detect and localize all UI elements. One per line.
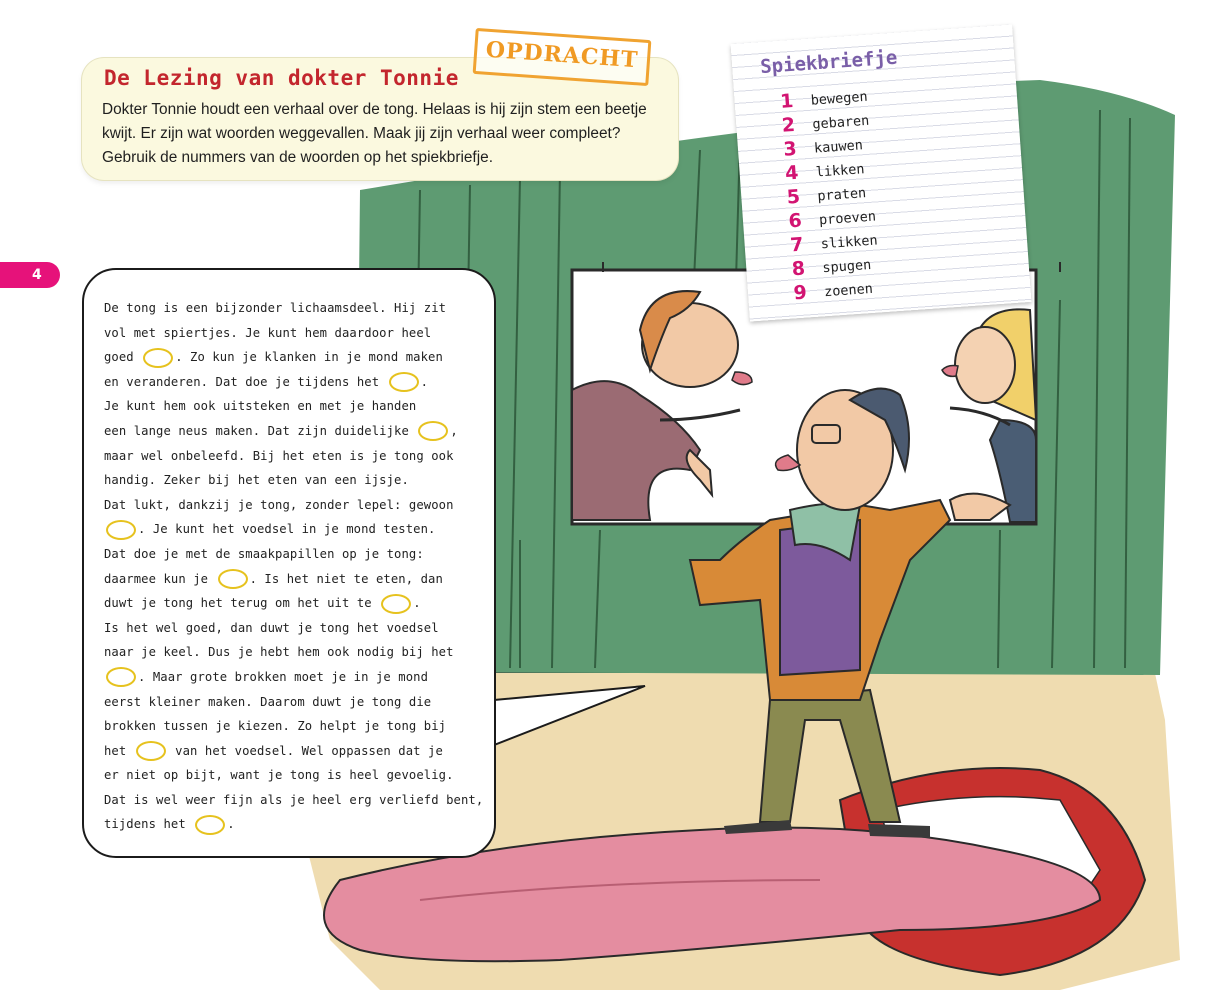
- story-text: [104, 296, 484, 837]
- word-number: 5: [786, 185, 801, 209]
- story-text-segment: .: [420, 374, 429, 389]
- word-number: 7: [789, 233, 805, 257]
- word-list: [774, 79, 989, 308]
- word-number: 4: [784, 161, 800, 185]
- story-text-segment: goed: [104, 350, 142, 365]
- story-line: [104, 665, 484, 690]
- story-text-segment: het: [104, 743, 134, 758]
- story-line: [104, 739, 484, 764]
- word-label: likken: [815, 161, 866, 181]
- story-text-segment: duwt je tong het terug om het uit te: [104, 596, 380, 611]
- story-text-segment: Dat doe je met de smaakpapillen op je tong:: [104, 546, 424, 561]
- cheat-sheet: [731, 25, 1032, 322]
- story-text-segment: De tong is een bijzonder lichaamsdeel. Hij zit: [104, 301, 447, 315]
- story-text-segment: Je kunt hem ook uitsteken en met je handen: [104, 399, 417, 414]
- answer-blank[interactable]: [106, 667, 136, 687]
- opdracht-stamp: OPDRACHT: [473, 28, 652, 86]
- story-text-segment: . Je kunt het voedsel in je mond testen.: [138, 522, 436, 537]
- answer-blank[interactable]: [195, 815, 225, 835]
- story-text-segment: .: [227, 817, 235, 832]
- word-number: 3: [782, 137, 798, 161]
- word-label: bewegen: [810, 88, 869, 109]
- word-label: praten: [816, 185, 867, 205]
- story-text-segment: van het voedsel. Wel oppassen dat je: [167, 743, 443, 758]
- answer-blank[interactable]: [136, 741, 166, 761]
- story-text-segment: naar je keel. Dus je hebt hem ook nodig bij het: [104, 645, 454, 660]
- story-text-segment: daarmee kun je: [104, 571, 216, 586]
- story-line: [104, 567, 484, 592]
- word-number: 6: [787, 209, 803, 233]
- word-number: 9: [792, 281, 808, 305]
- answer-blank[interactable]: [381, 594, 411, 614]
- story-text-segment: eerst kleiner maken. Daarom duwt je tong die: [104, 694, 432, 709]
- answer-blank[interactable]: [143, 348, 173, 368]
- story-text-segment: maar wel onbeleefd. Bij het eten is je tong ook: [104, 448, 454, 463]
- story-text-segment: . Zo kun je klanken in je mond maken: [175, 350, 443, 365]
- answer-blank[interactable]: [418, 421, 448, 441]
- story-line: [104, 444, 484, 469]
- word-label: spugen: [821, 256, 872, 277]
- story-line: [104, 714, 484, 739]
- word-label: proeven: [818, 208, 877, 229]
- story-line: [104, 640, 484, 665]
- story-line: [104, 345, 484, 370]
- speech-bubble: [82, 268, 496, 858]
- story-line: [104, 616, 484, 641]
- story-text-segment: .: [413, 596, 421, 611]
- story-text-segment: Dat is wel weer fijn als je heel erg verliefd bent,: [104, 792, 484, 807]
- story-line: [104, 690, 484, 715]
- story-line: [104, 812, 484, 837]
- answer-blank[interactable]: [389, 372, 419, 392]
- word-label: slikken: [820, 232, 879, 253]
- story-text-segment: handig. Zeker bij het eten van een ijsje.: [104, 473, 409, 488]
- story-text-segment: en veranderen. Dat doe je tijdens het: [104, 374, 387, 389]
- cheat-sheet-title: Spiekbriefje: [759, 46, 899, 79]
- story-line: [104, 542, 484, 567]
- story-line: [104, 788, 484, 813]
- page-number-badge: 4: [0, 262, 60, 288]
- story-line: [104, 370, 484, 395]
- story-line: [104, 763, 484, 788]
- word-number: 8: [791, 257, 806, 281]
- story-line: [104, 419, 484, 444]
- story-line: [104, 591, 484, 616]
- story-text-segment: er niet op bijt, want je tong is heel gevoelig.: [104, 768, 454, 783]
- story-text-segment: . Is het niet te eten, dan: [249, 571, 443, 586]
- answer-blank[interactable]: [218, 569, 248, 589]
- story-text-segment: brokken tussen je kiezen. Zo helpt je tong bij: [104, 719, 447, 734]
- answer-blank[interactable]: [106, 520, 136, 540]
- story-text-segment: een lange neus maken. Dat zijn duidelijke: [104, 423, 417, 438]
- story-text-segment: . Maar grote brokken moet je in je mond: [138, 669, 429, 684]
- story-line: [104, 296, 484, 321]
- right-person-head: [955, 327, 1015, 403]
- card-title: De Lezing van dokter Tonnie: [104, 66, 459, 90]
- word-label: kauwen: [813, 137, 864, 157]
- story-line: [104, 493, 484, 518]
- word-number: 1: [779, 89, 795, 113]
- story-text-segment: Is het wel goed, dan duwt je tong het voedsel: [104, 620, 439, 635]
- story-line: [104, 468, 484, 493]
- word-number: 2: [781, 113, 796, 137]
- story-line: [104, 517, 484, 542]
- card-instructions: Dokter Tonnie houdt een verhaal over de tong. Helaas is hij zijn stem een beetje kwijt. Er zijn wat woorden weggevallen. Maak jij zijn verhaal weer compleet? Gebruik de nummers van de woorden op het spiekbriefje.: [102, 101, 647, 166]
- story-line: [104, 321, 484, 346]
- story-text-segment: ,: [450, 423, 458, 438]
- story-text-segment: vol met spiertjes. Je kunt hem daardoor heel: [104, 325, 432, 340]
- story-text-segment: tijdens het: [104, 817, 194, 832]
- word-label: zoenen: [823, 280, 874, 301]
- word-label: gebaren: [811, 112, 870, 133]
- story-text-segment: Dat lukt, dankzij je tong, zonder lepel: gewoon: [104, 497, 454, 512]
- story-line: [104, 394, 484, 419]
